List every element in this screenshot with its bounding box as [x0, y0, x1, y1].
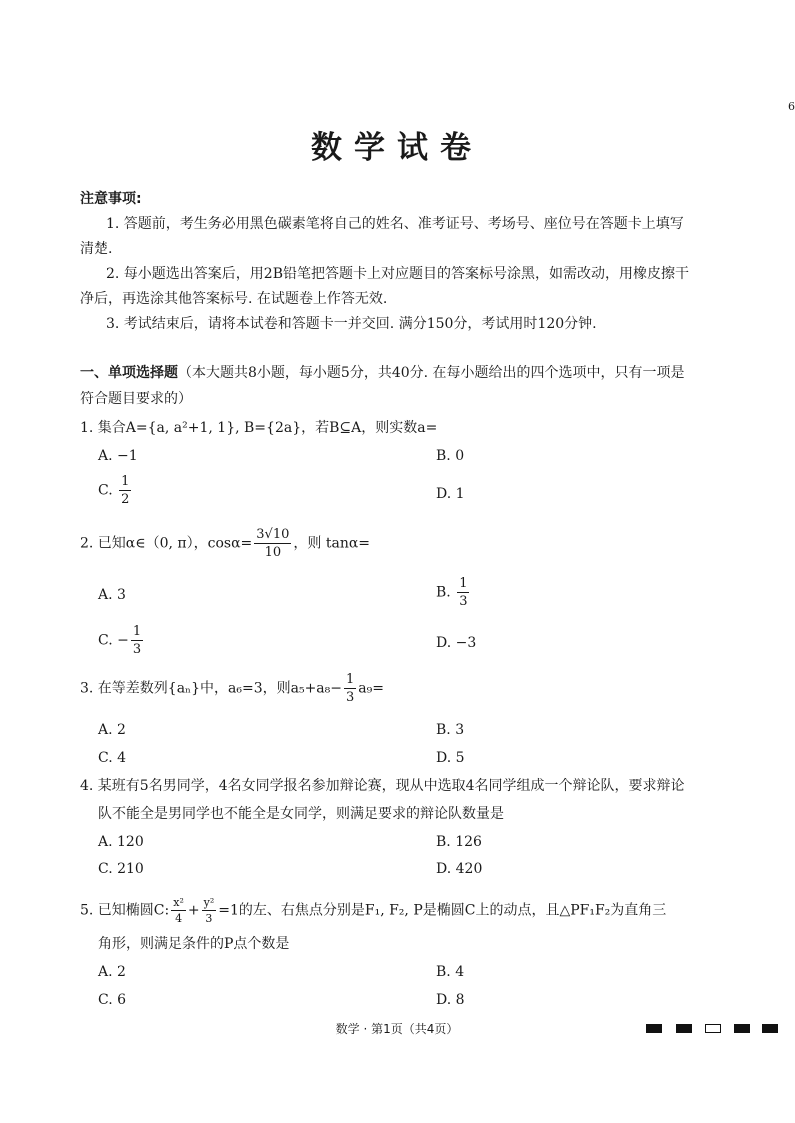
q3-denominator: 3: [346, 690, 355, 705]
q3-fraction: [344, 673, 356, 704]
corner-mark: 6: [788, 100, 795, 113]
scan-marker-3: [705, 1024, 721, 1033]
q1-c-numerator: 1: [121, 474, 130, 489]
q5-y-fraction: [202, 897, 217, 924]
q2-numerator: 3√10: [256, 527, 290, 542]
q5-y-denominator: 3: [205, 912, 213, 925]
q3-stem: [80, 673, 384, 704]
scan-marker-1: [646, 1024, 662, 1033]
q2-c-numerator: 1: [132, 624, 142, 639]
q1-c-denominator: 2: [121, 492, 130, 507]
q2-option-c-label: C. −: [98, 632, 129, 649]
q5-y-numerator: y²: [203, 896, 215, 909]
q3-option-d: D. 5: [436, 750, 465, 766]
q4-stem-line-1: 4. 某班有5名男同学，4名女同学报名参加辩论赛，现从中选取4名同学组成一个辩论队，要求辩论: [80, 778, 685, 794]
q2-option-b: [436, 577, 471, 608]
q1-option-d: D. 1: [436, 486, 465, 502]
q2-option-b-fraction: [457, 577, 469, 608]
q1-option-b: B. 0: [436, 448, 465, 464]
q2-option-d: D. −3: [436, 635, 477, 651]
q2-b-denominator: 3: [459, 594, 468, 609]
q2-cos-fraction: [254, 528, 291, 559]
q1-option-c: [98, 475, 133, 506]
notice-item-1-line-2: 清楚.: [80, 241, 113, 257]
q4-stem-line-2: 队不能全是男同学也不能全是女同学，则满足要求的辩论队数量是: [98, 806, 504, 822]
q3-option-b: B. 3: [436, 722, 465, 738]
q2-c-denominator: 3: [132, 642, 142, 657]
q4-option-c: C. 210: [98, 861, 144, 877]
q3-option-c: C. 4: [98, 750, 127, 766]
q5-stem-a: 5. 已知椭圆C:: [80, 902, 170, 919]
q5-option-a: A. 2: [98, 964, 126, 980]
q1-option-c-label: C.: [98, 482, 113, 499]
q5-option-b: B. 4: [436, 964, 465, 980]
q1-option-c-fraction: [119, 475, 131, 506]
notice-item-1-line-1: 1. 答题前，考生务必用黑色碳素笔将自己的姓名、准考证号、考场号、座位号在答题卡上填写: [106, 216, 684, 232]
q2-denominator: 10: [264, 545, 282, 560]
q3-option-a: A. 2: [98, 722, 126, 738]
q5-stem-b: =1的左、右焦点分别是F₁, F₂, P是椭圆C上的动点，且△PF₁F₂为直角三: [218, 902, 667, 919]
q5-stem-line-2: 角形，则满足条件的P点个数是: [98, 936, 290, 952]
q4-option-a: A. 120: [98, 834, 144, 850]
q2-option-c: [98, 625, 145, 656]
q2-option-c-fraction: [131, 625, 143, 656]
section-desc-line-2: 符合题目要求的）: [80, 391, 192, 407]
q2-b-numerator: 1: [459, 576, 468, 591]
q2-option-b-label: B.: [436, 584, 451, 601]
q5-x-numerator: x²: [173, 896, 184, 909]
section-desc-line-1: （本大题共8小题，每小题5分，共40分. 在每小题给出的四个选项中，只有一项是: [178, 365, 685, 381]
q3-numerator: 1: [346, 672, 355, 687]
scan-marker-5: [762, 1024, 778, 1033]
notice-heading: 注意事项:: [80, 191, 142, 207]
q5-stem: [80, 897, 666, 924]
page-title: 数学试卷: [311, 130, 483, 166]
notice-item-2-line-2: 净后，再选涂其他答案标号. 在试题卷上作答无效.: [80, 291, 388, 307]
scan-marker-2: [676, 1024, 692, 1033]
q2-stem-a: 2. 已知α∈（0, π），cosα=: [80, 535, 253, 552]
notice-item-2-line-1: 2. 每小题选出答案后，用2B铅笔把答题卡上对应题目的答案标号涂黑，如需改动，用橡皮擦干: [106, 266, 690, 282]
q5-x-denominator: 4: [175, 912, 183, 925]
q2-stem: [80, 528, 370, 559]
q5-plus: +: [187, 902, 200, 919]
q3-stem-b: a₉=: [358, 680, 384, 697]
page-footer: 数学 · 第1页（共4页）: [335, 1022, 459, 1036]
section-heading: [80, 363, 685, 383]
q5-option-c: C. 6: [98, 992, 127, 1008]
q2-stem-b: ，则 tanα=: [293, 535, 371, 552]
q2-option-a: A. 3: [98, 587, 126, 603]
q5-option-d: D. 8: [436, 992, 465, 1008]
q4-option-b: B. 126: [436, 834, 482, 850]
q3-stem-a: 3. 在等差数列{aₙ}中，a₆=3，则a₅+a₈−: [80, 680, 343, 697]
notice-item-3: 3. 考试结束后，请将本试卷和答题卡一并交回. 满分150分，考试用时120分钟.: [106, 316, 597, 332]
q1-stem: 1. 集合A={a, a²+1, 1}, B={2a}，若B⊆A，则实数a=: [80, 420, 438, 436]
scan-marker-4: [734, 1024, 750, 1033]
section-title: 一、单项选择题: [80, 365, 178, 381]
q5-x-fraction: [171, 897, 186, 924]
q4-option-d: D. 420: [436, 861, 483, 877]
q1-option-a: A. −1: [98, 448, 138, 464]
